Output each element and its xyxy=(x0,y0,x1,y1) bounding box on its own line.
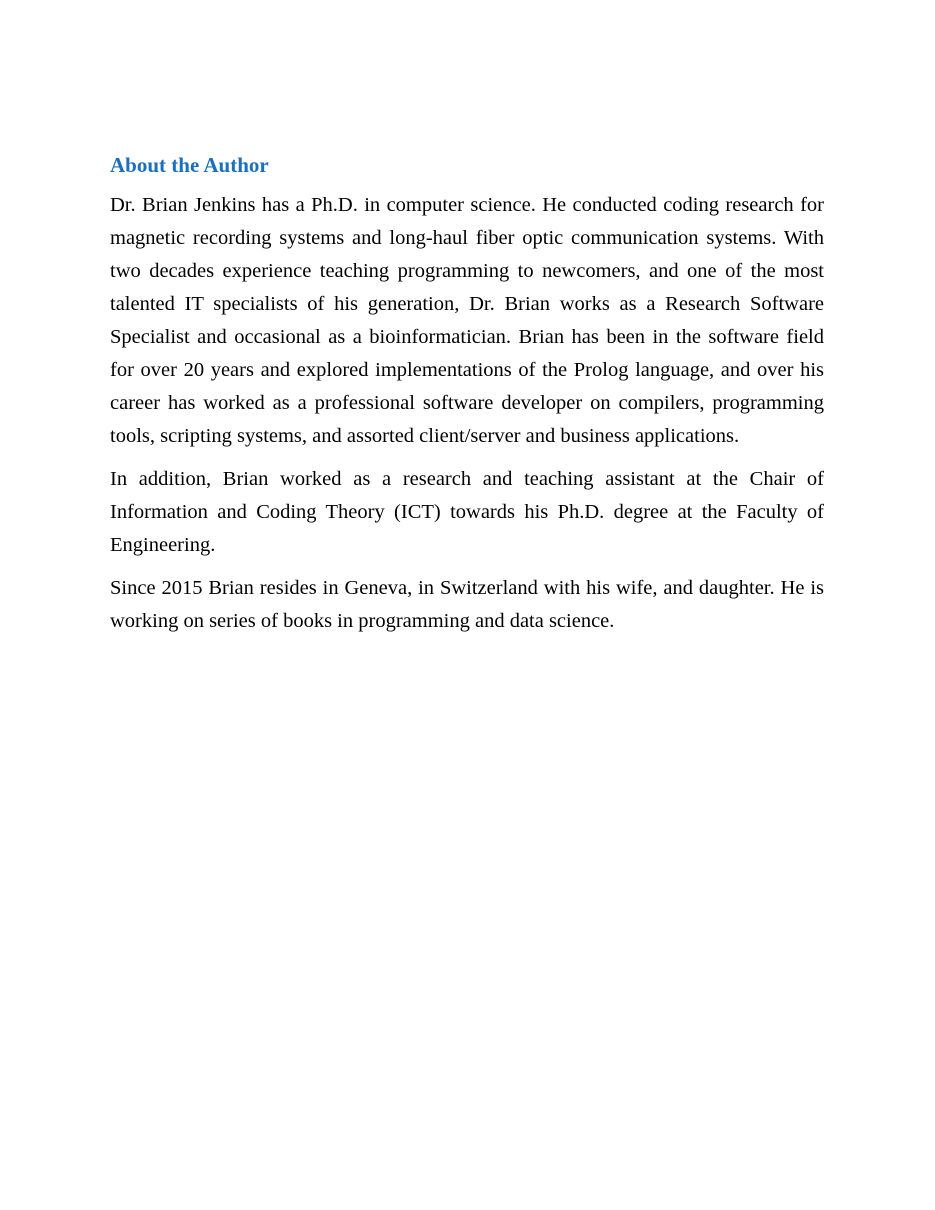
paragraph-research: In addition, Brian worked as a research and teaching assistant at the Chair of Information and Coding Theory (ICT) towards his Ph.D. degree at the Faculty of Engineering. xyxy=(110,468,824,556)
paragraph-bio: Dr. Brian Jenkins has a Ph.D. in computer science. He conducted coding research for magnetic recording systems and long-haul fiber optic communication systems. With two decades experience teaching programming to newcomers, and one of the most talented IT specialists of his generation, Dr. Brian works as a Research Software Specialist and occasional as a bioinformatician. Brian has been in the software field for over 20 years and explored implementations of the Prolog language, and over his career has worked as a professional software developer on compilers, programming tools, scripting systems, and assorted client/server and business applications. xyxy=(110,194,824,447)
section-heading: About the Author xyxy=(110,153,269,177)
paragraph-residence: Since 2015 Brian resides in Geneva, in Switzerland with his wife, and daughter. He is working on series of books in programming and data science. xyxy=(110,577,824,632)
document-body xyxy=(110,150,824,648)
